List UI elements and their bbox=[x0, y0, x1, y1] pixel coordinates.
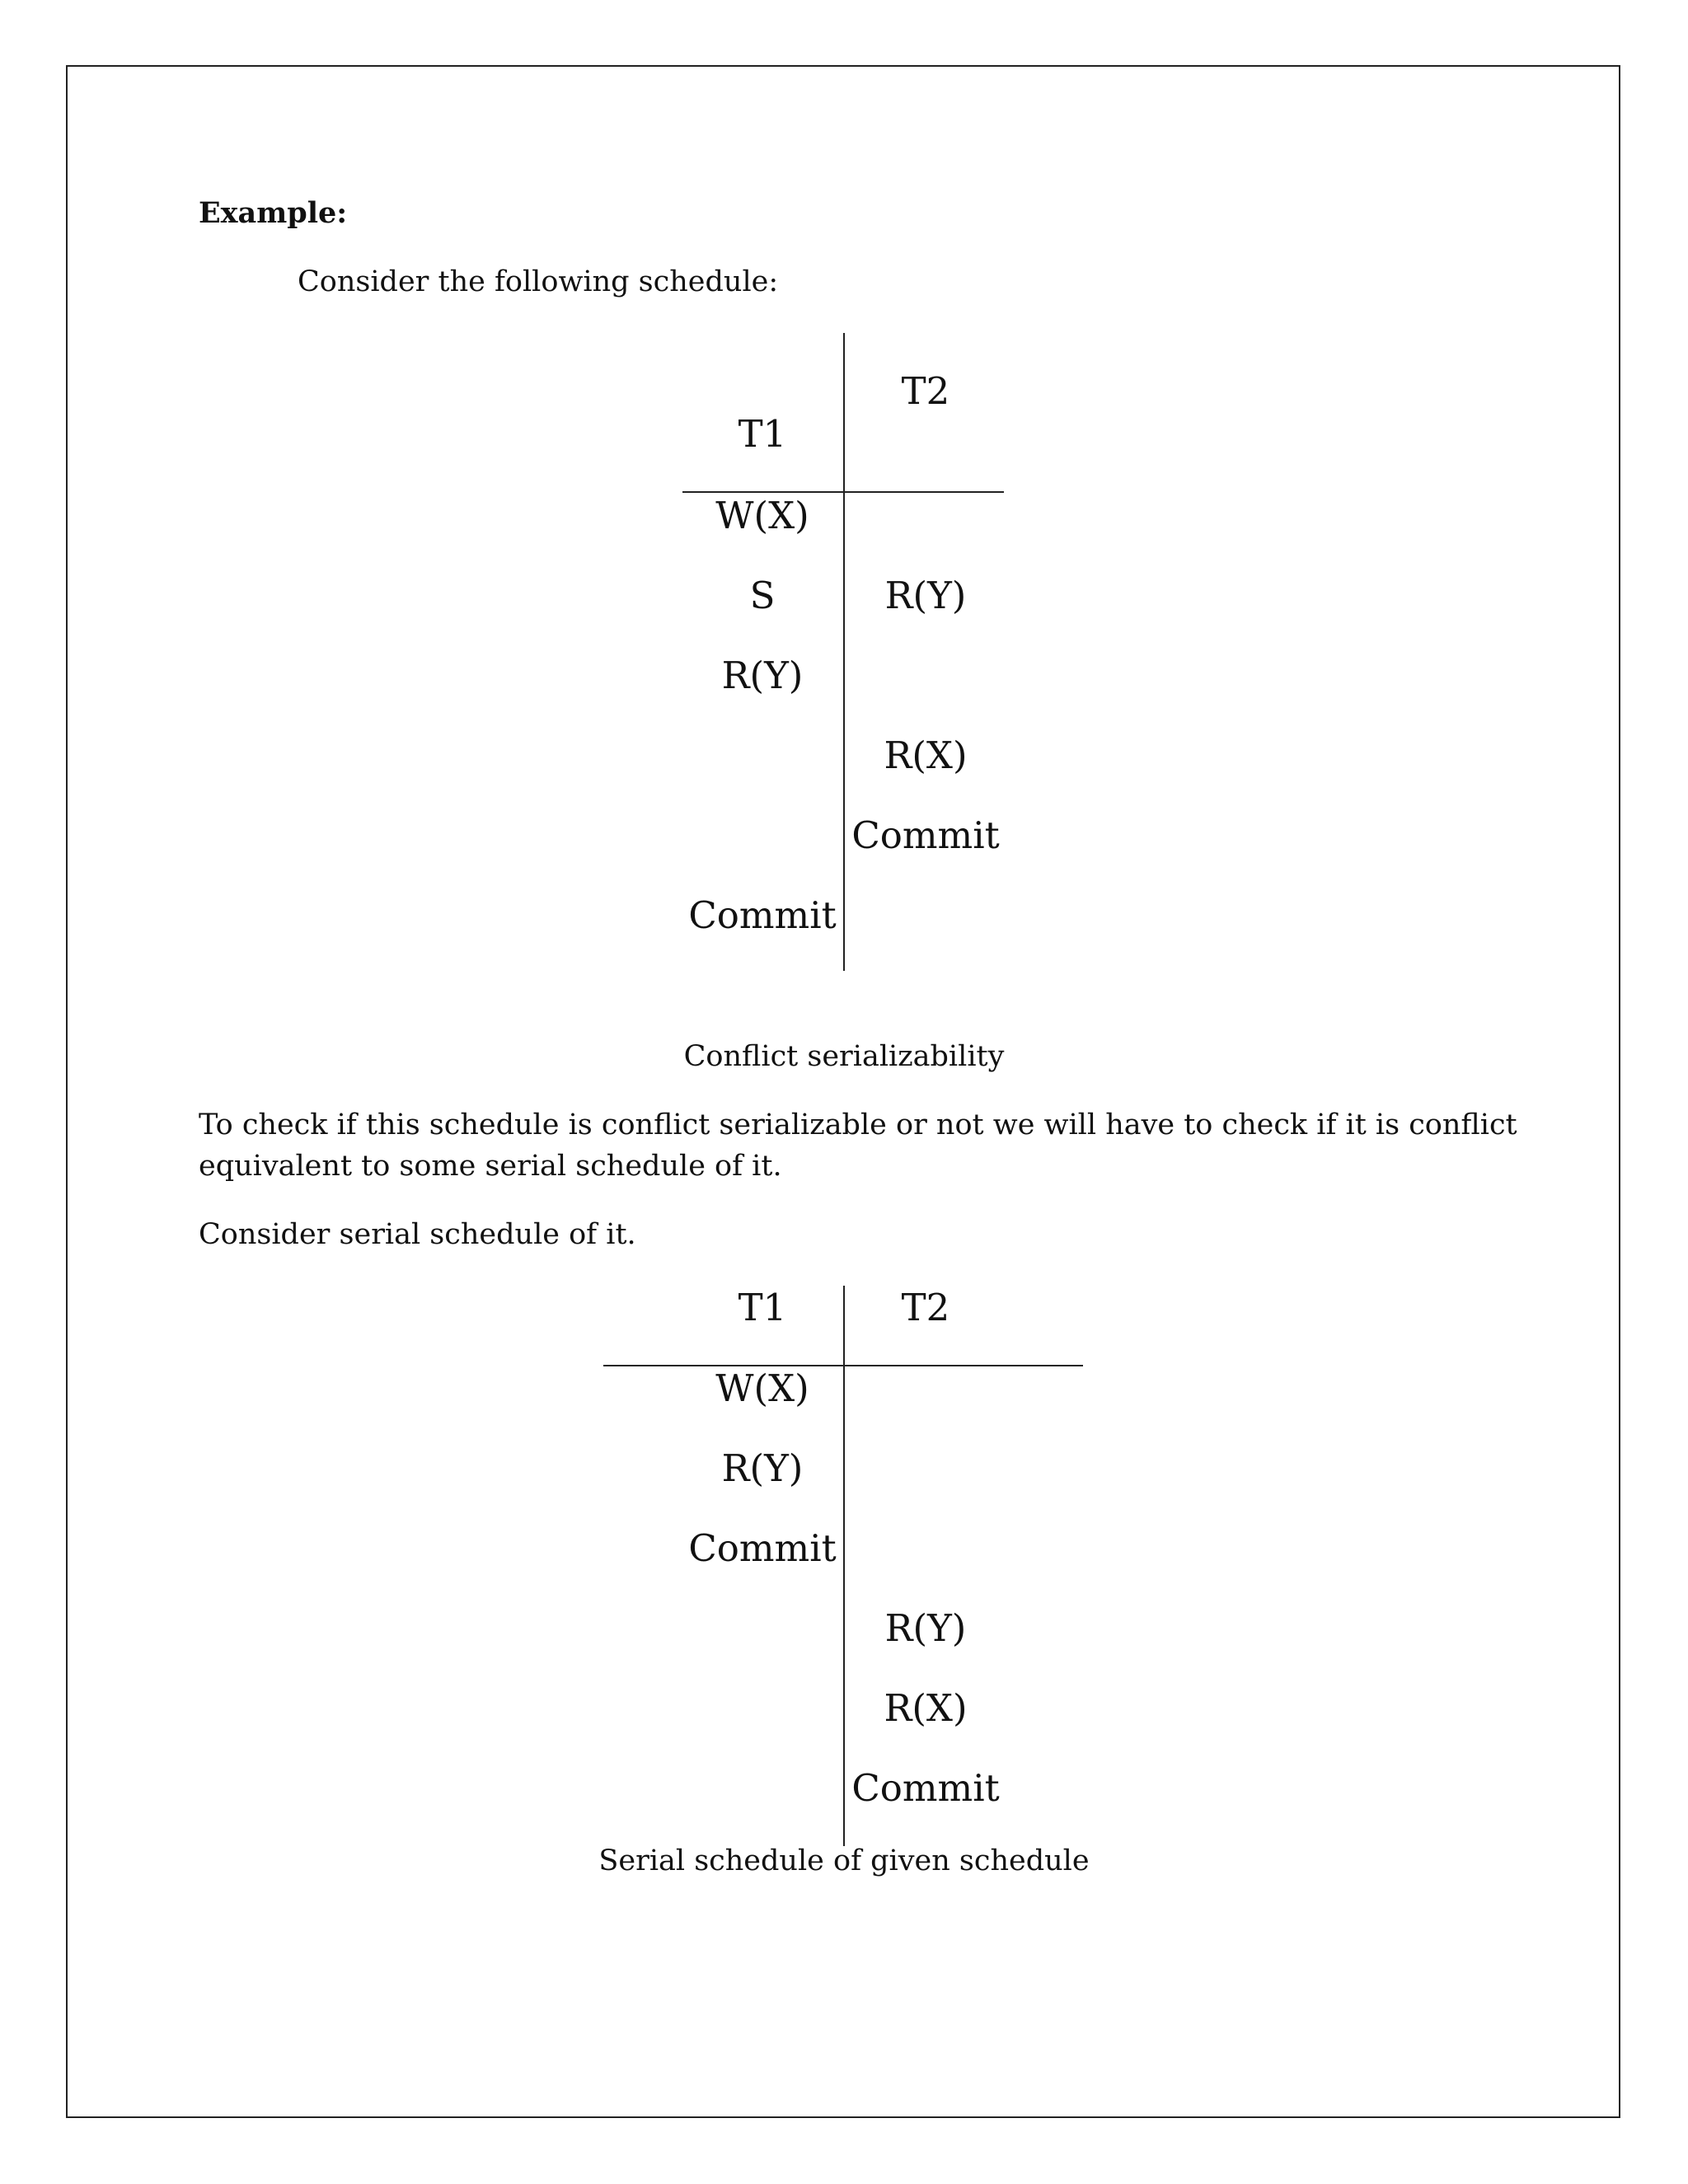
schedule-2-header-t1: T1 bbox=[738, 1286, 787, 1329]
schedule-2-row-4-t2: R(Y) bbox=[884, 1606, 967, 1650]
schedule-1-row-2-t1: S bbox=[749, 574, 776, 617]
paragraph-1-line-2: equivalent to some serial schedule of it. bbox=[199, 1150, 782, 1183]
schedule-1-row-3-t1: R(Y) bbox=[721, 654, 804, 697]
example-heading: Example: bbox=[199, 196, 348, 230]
schedule-1-caption: Conflict serializability bbox=[683, 1040, 1005, 1073]
schedule-1-row-5-t2: Commit bbox=[851, 813, 1000, 857]
schedule-1-header-t1: T1 bbox=[738, 412, 787, 456]
schedule-1-header-t2: T2 bbox=[901, 369, 950, 413]
schedule-2-caption: Serial schedule of given schedule bbox=[598, 1844, 1090, 1877]
schedule-2-row-1-t1: W(X) bbox=[715, 1366, 809, 1410]
intro-text: Consider the following schedule: bbox=[298, 265, 779, 298]
schedule-2-row-2-t1: R(Y) bbox=[721, 1446, 804, 1490]
schedule-2-row-5-t2: R(X) bbox=[884, 1686, 968, 1730]
schedule-1-divider-horizontal bbox=[682, 491, 1004, 493]
schedule-2-row-3-t1: Commit bbox=[688, 1526, 837, 1570]
schedule-1-row-2-t2: R(Y) bbox=[884, 574, 967, 617]
schedule-2-header-t2: T2 bbox=[901, 1286, 950, 1329]
schedule-2-row-6-t2: Commit bbox=[851, 1766, 1000, 1810]
schedule-1-row-6-t1: Commit bbox=[688, 893, 837, 937]
paragraph-2: Consider serial schedule of it. bbox=[199, 1218, 636, 1251]
schedule-1-row-1-t1: W(X) bbox=[715, 494, 809, 537]
paragraph-1-line-1: To check if this schedule is conflict serializable or not we will have to check if it is conflict bbox=[199, 1108, 1517, 1141]
schedule-1-row-4-t2: R(X) bbox=[884, 733, 968, 777]
